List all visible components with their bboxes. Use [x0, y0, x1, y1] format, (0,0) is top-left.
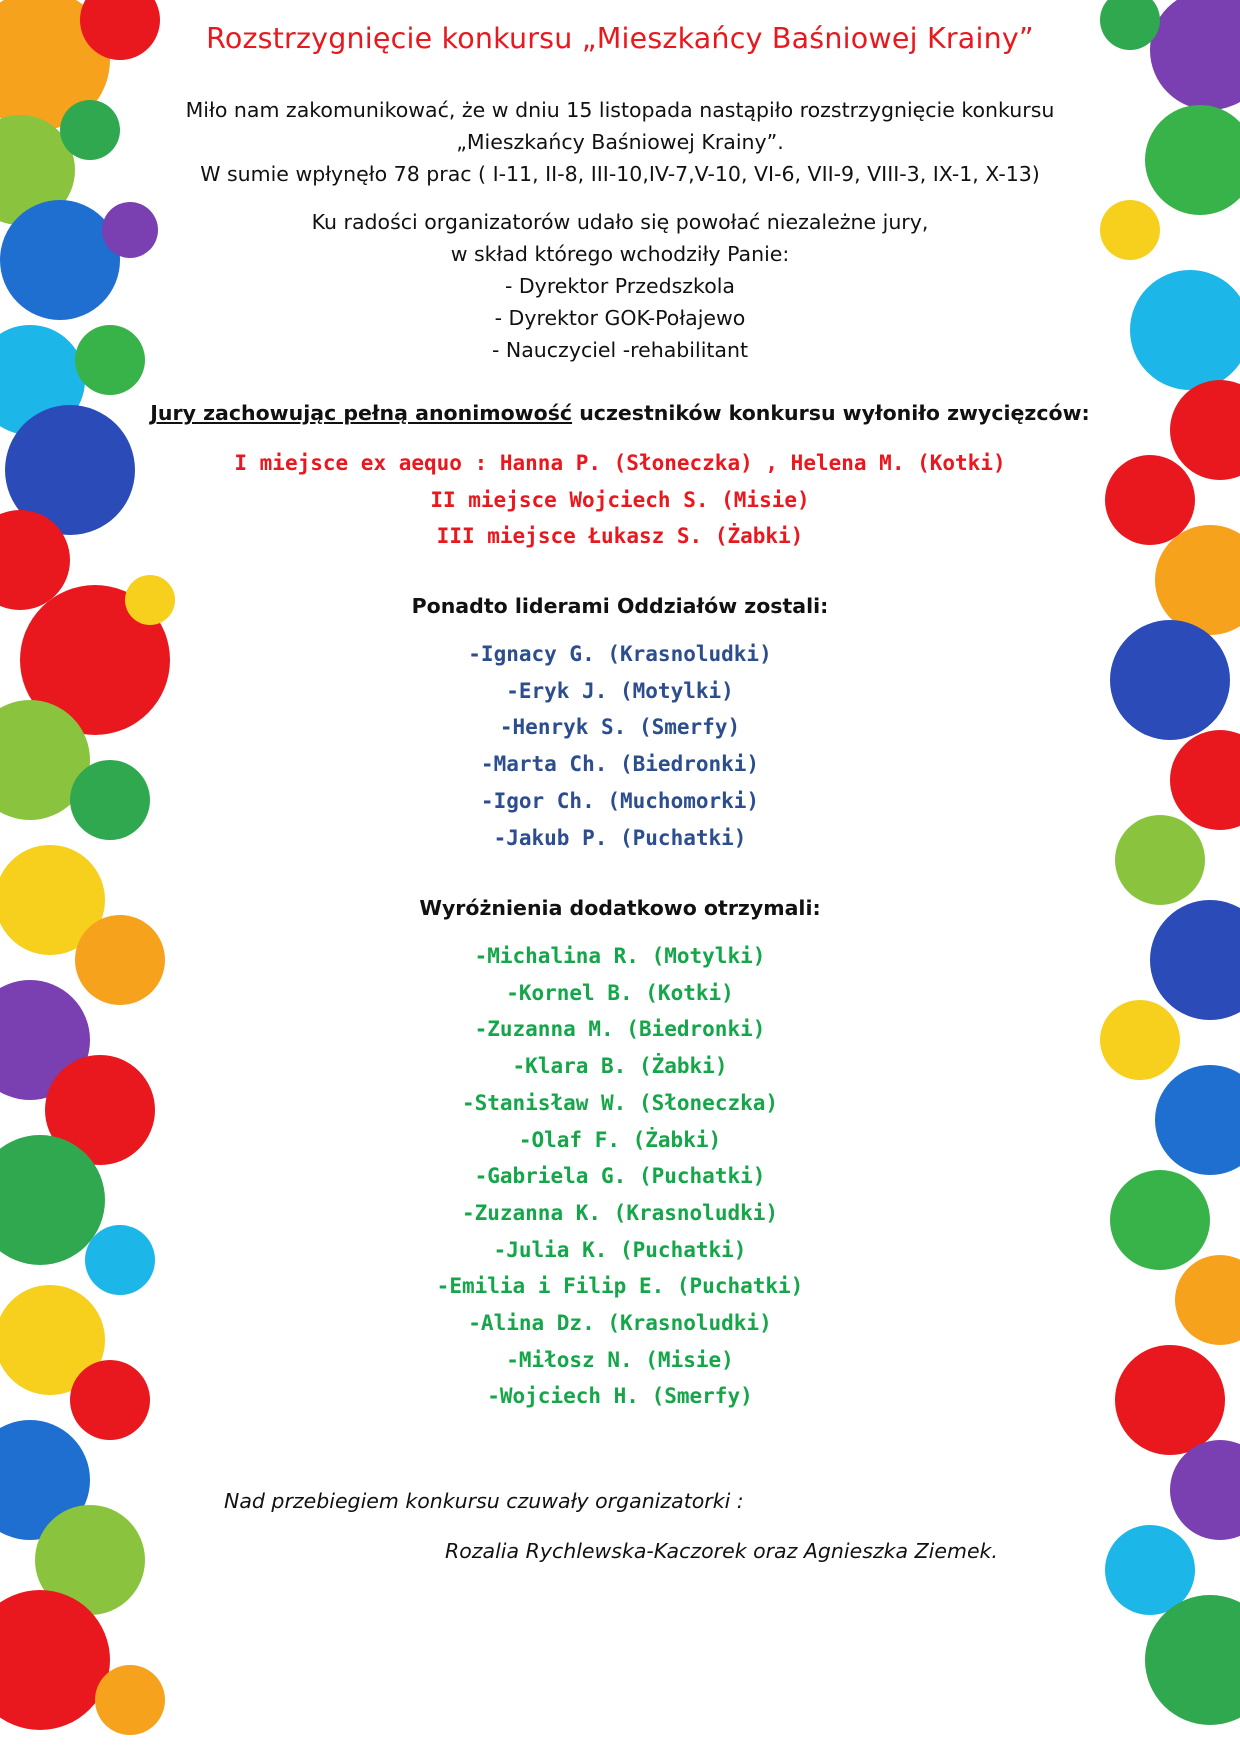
- jury-member: - Dyrektor Przedszkola: [504, 274, 735, 298]
- leader-item: -Ignacy G. (Krasnoludki): [468, 642, 772, 666]
- jury-line-2: w skład którego wchodziły Panie:: [450, 242, 790, 266]
- organizers-line-1: Nad przebiegiem konkursu czuwały organizatorki :: [224, 1489, 744, 1513]
- distinction-item: -Stanisław W. (Słoneczka): [461, 1090, 779, 1115]
- jury-line-1: Ku radości organizatorów udało się powołać niezależne jury,: [311, 210, 929, 234]
- document-title: Rozstrzygnięcie konkursu „Mieszkańcy Baśniowej Krainy”: [206, 22, 1034, 55]
- distinction-item: -Wojciech H. (Smerfy): [487, 1384, 753, 1409]
- distinction-item: -Alina Dz. (Krasnoludki): [468, 1311, 772, 1336]
- intro-line-2: „Mieszkańcy Baśniowej Krainy”.: [456, 130, 784, 154]
- winners-list: [120, 445, 1120, 555]
- leader-item: -Marta Ch. (Biedronki): [480, 752, 760, 777]
- distinction-item: -Kornel B. (Kotki): [506, 980, 734, 1005]
- distinction-item: -Olaf F. (Żabki): [518, 1127, 722, 1152]
- distinction-item: -Michalina R. (Motylki): [474, 944, 766, 968]
- distinction-item: -Emilia i Filip E. (Puchatki): [436, 1274, 804, 1299]
- leader-item: -Henryk S. (Smerfy): [499, 715, 741, 740]
- leaders-list: [120, 636, 1120, 856]
- leader-item: -Eryk J. (Motylki): [506, 678, 734, 703]
- jury-member: - Dyrektor GOK-Połajewo: [494, 306, 746, 330]
- distinction-item: -Miłosz N. (Misie): [506, 1347, 734, 1372]
- winner-item: I miejsce ex aequo : Hanna P. (Słoneczka) , Helena M. (Kotki): [234, 451, 1006, 475]
- leader-item: -Jakub P. (Puchatki): [493, 825, 747, 850]
- distinctions-heading: Wyróżnienia dodatkowo otrzymali:: [419, 896, 821, 920]
- organizers-line-2: Rozalia Rychlewska-Kaczorek oraz Agnieszka Ziemek.: [445, 1539, 998, 1563]
- intro-line-3: W sumie wpłynęło 78 prac ( I-11, II-8, III-10,IV-7,V-10, VI-6, VII-9, VIII-3, IX-1, X-13): [200, 162, 1040, 186]
- intro-line-1: Miło nam zakomunikować, że w dniu 15 listopada nastąpiło rozstrzygnięcie konkursu: [185, 98, 1055, 122]
- leader-item: -Igor Ch. (Muchomorki): [480, 788, 760, 813]
- leaders-heading: Ponadto liderami Oddziałów zostali:: [411, 594, 829, 618]
- distinction-item: -Zuzanna K. (Krasnoludki): [461, 1200, 779, 1225]
- winner-item: II miejsce Wojciech S. (Misie): [430, 487, 810, 512]
- distinction-item: -Klara B. (Żabki): [512, 1054, 728, 1079]
- jury-member: - Nauczyciel -rehabilitant: [491, 338, 749, 362]
- distinction-item: -Gabriela G. (Puchatki): [474, 1164, 766, 1189]
- winners-heading: [120, 397, 1120, 429]
- winners-heading-rest: uczestników konkursu wyłoniło zwycięzców:: [572, 401, 1090, 425]
- winner-item: III miejsce Łukasz S. (Żabki): [436, 524, 804, 549]
- distinction-item: -Zuzanna M. (Biedronki): [474, 1017, 766, 1042]
- distinctions-list: [120, 938, 1120, 1415]
- winners-heading-underlined: Jury zachowując pełną anonimowość: [150, 401, 573, 425]
- distinction-item: -Julia K. (Puchatki): [493, 1237, 747, 1262]
